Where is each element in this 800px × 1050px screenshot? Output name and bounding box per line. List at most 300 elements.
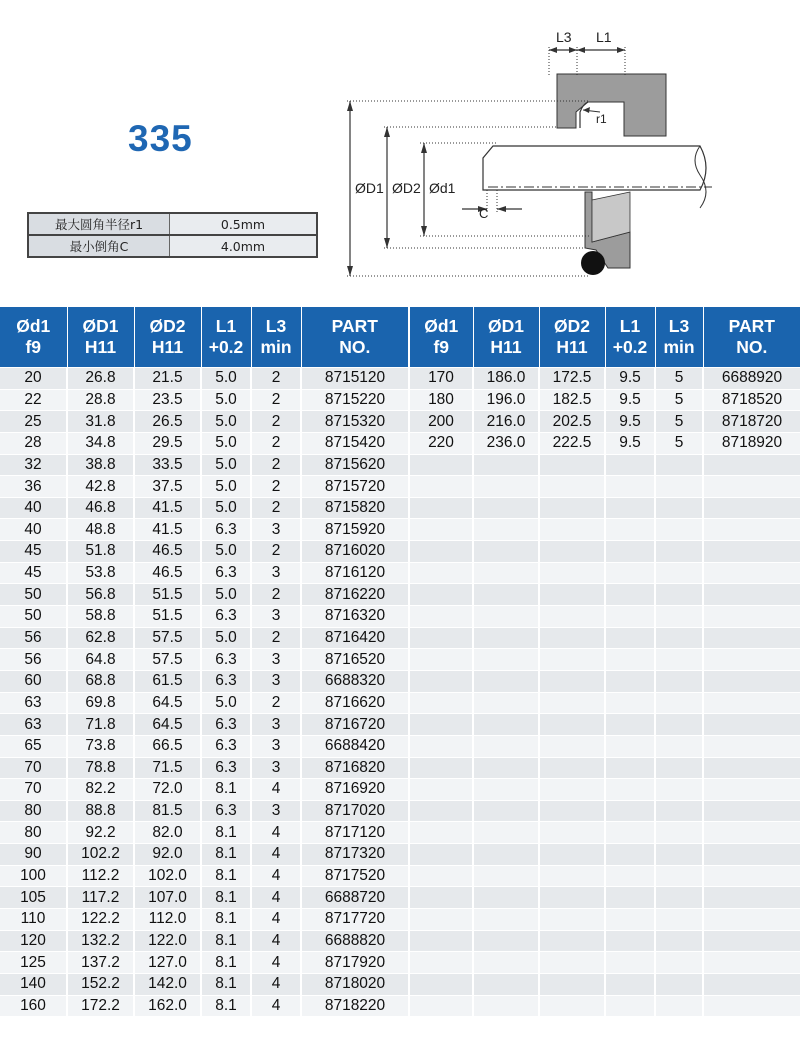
- table-cell: 5.0: [201, 692, 251, 714]
- table-cell: [539, 714, 605, 736]
- table-cell: [410, 844, 473, 866]
- table-cell: [605, 779, 655, 801]
- table-cell: [539, 670, 605, 692]
- table-cell: 2: [251, 454, 301, 476]
- column-header: [251, 307, 301, 368]
- table-cell: 4: [251, 995, 301, 1016]
- table-cell: [473, 497, 539, 519]
- table-cell: 37.5: [134, 476, 201, 498]
- spec-value: 0.5mm: [170, 213, 318, 235]
- label-D2: ØD2: [392, 180, 421, 196]
- table-cell: [655, 497, 703, 519]
- table-cell: [539, 519, 605, 541]
- table-cell: 8718020: [301, 973, 408, 995]
- table-row: [410, 670, 800, 692]
- table-cell: 9.5: [605, 389, 655, 411]
- table-cell: 50: [0, 606, 67, 628]
- table-cell: 8715820: [301, 497, 408, 519]
- table-cell: [473, 454, 539, 476]
- table-cell: 4: [251, 822, 301, 844]
- table-cell: [703, 670, 800, 692]
- table-cell: [473, 887, 539, 909]
- table-cell: 102.0: [134, 865, 201, 887]
- table-cell: [410, 541, 473, 563]
- table-cell: [539, 800, 605, 822]
- table-row: [410, 649, 800, 671]
- table-cell: 88.8: [67, 800, 134, 822]
- table-cell: [473, 627, 539, 649]
- table-cell: [703, 476, 800, 498]
- table-row: [0, 865, 408, 887]
- table-row: [410, 476, 800, 498]
- table-cell: 122.0: [134, 930, 201, 952]
- table-cell: 142.0: [134, 973, 201, 995]
- table-cell: [473, 822, 539, 844]
- table-cell: [539, 606, 605, 628]
- label-l3: L3: [556, 29, 572, 45]
- table-cell: [703, 822, 800, 844]
- table-cell: 38.8: [67, 454, 134, 476]
- table-cell: [410, 735, 473, 757]
- table-cell: 2: [251, 497, 301, 519]
- table-cell: [605, 584, 655, 606]
- table-cell: 3: [251, 735, 301, 757]
- table-cell: [703, 887, 800, 909]
- table-cell: [703, 973, 800, 995]
- table-cell: [703, 995, 800, 1016]
- table-cell: [410, 562, 473, 584]
- table-cell: [703, 757, 800, 779]
- table-cell: 5.0: [201, 497, 251, 519]
- table-cell: [655, 627, 703, 649]
- table-row: [0, 368, 408, 390]
- column-header-line: L1: [215, 316, 237, 336]
- table-row: [410, 454, 800, 476]
- table-cell: 2: [251, 389, 301, 411]
- table-cell: 9.5: [605, 432, 655, 454]
- table-cell: 8717320: [301, 844, 408, 866]
- table-cell: 8715720: [301, 476, 408, 498]
- table-cell: 8.1: [201, 865, 251, 887]
- label-l1: L1: [596, 29, 612, 45]
- table-cell: 68.8: [67, 670, 134, 692]
- table-row: [0, 930, 408, 952]
- table-cell: 122.2: [67, 909, 134, 931]
- table-cell: 63: [0, 692, 67, 714]
- table-row: [410, 714, 800, 736]
- table-cell: 4: [251, 844, 301, 866]
- header-row: [410, 307, 800, 368]
- table-cell: 92.0: [134, 844, 201, 866]
- table-cell: 5.0: [201, 389, 251, 411]
- table-row: [410, 389, 800, 411]
- table-cell: 69.8: [67, 692, 134, 714]
- table-row: [410, 497, 800, 519]
- table-cell: [605, 973, 655, 995]
- table-cell: 6.3: [201, 800, 251, 822]
- table-cell: [703, 562, 800, 584]
- table-cell: [473, 995, 539, 1016]
- table-cell: [473, 930, 539, 952]
- table-cell: [703, 714, 800, 736]
- table-cell: [605, 476, 655, 498]
- table-cell: [703, 497, 800, 519]
- table-cell: 32: [0, 454, 67, 476]
- table-cell: 41.5: [134, 497, 201, 519]
- table-cell: 64.5: [134, 714, 201, 736]
- table-cell: 8.1: [201, 887, 251, 909]
- table-cell: 196.0: [473, 389, 539, 411]
- table-cell: [655, 973, 703, 995]
- table-cell: [539, 952, 605, 974]
- table-cell: 216.0: [473, 411, 539, 433]
- table-cell: [605, 735, 655, 757]
- table-row: [0, 735, 408, 757]
- column-header-line: PART: [331, 316, 378, 336]
- table-cell: [539, 779, 605, 801]
- table-cell: [410, 584, 473, 606]
- table-cell: 3: [251, 800, 301, 822]
- table-cell: [703, 844, 800, 866]
- table-row: [0, 779, 408, 801]
- spec-value: 4.0mm: [170, 235, 318, 257]
- table-cell: [473, 714, 539, 736]
- table-cell: [410, 606, 473, 628]
- table-cell: 81.5: [134, 800, 201, 822]
- table-cell: 4: [251, 973, 301, 995]
- table-cell: 5.0: [201, 368, 251, 390]
- table-cell: [605, 497, 655, 519]
- seal-diagram: [335, 22, 725, 287]
- table-cell: 172.2: [67, 995, 134, 1016]
- table-cell: 4: [251, 909, 301, 931]
- table-cell: [410, 519, 473, 541]
- table-cell: [473, 541, 539, 563]
- table-cell: 140: [0, 973, 67, 995]
- table-cell: [473, 779, 539, 801]
- column-header-line: L3: [265, 316, 287, 336]
- table-cell: 60: [0, 670, 67, 692]
- table-cell: [539, 757, 605, 779]
- table-row: [0, 757, 408, 779]
- table-cell: 8715120: [301, 368, 408, 390]
- table-row: [410, 519, 800, 541]
- table-cell: 5.0: [201, 541, 251, 563]
- table-cell: 172.5: [539, 368, 605, 390]
- table-cell: 36: [0, 476, 67, 498]
- table-row: [410, 584, 800, 606]
- table-cell: 65: [0, 735, 67, 757]
- table-cell: 3: [251, 649, 301, 671]
- table-cell: [703, 584, 800, 606]
- table-cell: 9.5: [605, 411, 655, 433]
- table-cell: 105: [0, 887, 67, 909]
- column-header-line: L1: [619, 316, 641, 336]
- label-d1: Ød1: [429, 180, 456, 196]
- column-header-line: NO.: [736, 337, 768, 357]
- table-cell: [655, 735, 703, 757]
- table-cell: [703, 454, 800, 476]
- column-header: [703, 307, 800, 368]
- table-cell: 40: [0, 497, 67, 519]
- table-cell: [703, 541, 800, 563]
- table-cell: [473, 476, 539, 498]
- table-cell: [655, 692, 703, 714]
- table-cell: [539, 887, 605, 909]
- table-cell: 8715920: [301, 519, 408, 541]
- table-cell: [410, 779, 473, 801]
- table-cell: 64.8: [67, 649, 134, 671]
- table-cell: [539, 584, 605, 606]
- table-cell: 6688420: [301, 735, 408, 757]
- table-cell: [473, 844, 539, 866]
- column-header-line: H11: [151, 337, 184, 357]
- table-cell: 51.5: [134, 584, 201, 606]
- table-cell: 182.5: [539, 389, 605, 411]
- table-cell: [655, 822, 703, 844]
- table-cell: [605, 995, 655, 1016]
- table-cell: 152.2: [67, 973, 134, 995]
- table-cell: [473, 649, 539, 671]
- table-row: [410, 411, 800, 433]
- table-row: [0, 822, 408, 844]
- table-cell: 4: [251, 779, 301, 801]
- table-cell: 8715420: [301, 432, 408, 454]
- table-cell: [539, 497, 605, 519]
- table-cell: 8.1: [201, 930, 251, 952]
- table-row: [0, 606, 408, 628]
- table-row: [410, 930, 800, 952]
- column-header: [134, 307, 201, 368]
- table-row: [0, 649, 408, 671]
- column-header: [473, 307, 539, 368]
- table-cell: 6688720: [301, 887, 408, 909]
- table-cell: 4: [251, 865, 301, 887]
- table-cell: 82.2: [67, 779, 134, 801]
- table-cell: 6.3: [201, 714, 251, 736]
- table-cell: [703, 779, 800, 801]
- table-row: [410, 952, 800, 974]
- table-row: [0, 497, 408, 519]
- table-cell: 42.8: [67, 476, 134, 498]
- table-row: [410, 844, 800, 866]
- table-cell: 28: [0, 432, 67, 454]
- table-cell: [410, 454, 473, 476]
- table-cell: 102.2: [67, 844, 134, 866]
- column-header-line: PART: [728, 316, 775, 336]
- table-cell: [703, 519, 800, 541]
- table-cell: 51.8: [67, 541, 134, 563]
- table-cell: [605, 627, 655, 649]
- table-cell: 3: [251, 670, 301, 692]
- table-cell: [410, 476, 473, 498]
- spec-label: 最小倒角C: [28, 235, 170, 257]
- table-cell: 5.0: [201, 584, 251, 606]
- table-cell: 2: [251, 627, 301, 649]
- table-row: [0, 454, 408, 476]
- table-cell: [605, 541, 655, 563]
- table-row: [410, 887, 800, 909]
- housing-shape: [557, 74, 666, 136]
- table-cell: 8716320: [301, 606, 408, 628]
- table-cell: [539, 541, 605, 563]
- table-cell: 8716020: [301, 541, 408, 563]
- table-row: [410, 606, 800, 628]
- table-body: [410, 368, 800, 1017]
- table-cell: [703, 606, 800, 628]
- table-cell: 162.0: [134, 995, 201, 1016]
- table-row: [410, 735, 800, 757]
- table-cell: [605, 692, 655, 714]
- table-cell: 8716620: [301, 692, 408, 714]
- table-cell: 6.3: [201, 735, 251, 757]
- table-row: [0, 800, 408, 822]
- table-cell: [539, 735, 605, 757]
- table-cell: [410, 800, 473, 822]
- column-header-line: min: [260, 337, 292, 357]
- table-cell: 80: [0, 800, 67, 822]
- table-cell: [655, 909, 703, 931]
- table-cell: 5: [655, 411, 703, 433]
- spec-label: 最大圆角半径r1: [28, 213, 170, 235]
- table-cell: 8718920: [703, 432, 800, 454]
- table-row: [0, 562, 408, 584]
- label-c: C: [479, 206, 489, 221]
- table-cell: 21.5: [134, 368, 201, 390]
- table-cell: [410, 930, 473, 952]
- table-cell: 8.1: [201, 822, 251, 844]
- table-cell: [605, 562, 655, 584]
- table-cell: 8717520: [301, 865, 408, 887]
- table-cell: [473, 952, 539, 974]
- table-cell: [605, 844, 655, 866]
- table-cell: [539, 649, 605, 671]
- table-cell: 8.1: [201, 995, 251, 1016]
- table-cell: [410, 670, 473, 692]
- table-cell: [473, 562, 539, 584]
- table-row: [410, 865, 800, 887]
- table-cell: [473, 606, 539, 628]
- table-cell: [539, 822, 605, 844]
- table-cell: [473, 865, 539, 887]
- table-cell: [655, 952, 703, 974]
- column-header-line: +0.2: [208, 337, 244, 357]
- table-cell: [605, 822, 655, 844]
- table-row: [410, 973, 800, 995]
- table-cell: [605, 865, 655, 887]
- table-cell: [473, 692, 539, 714]
- column-header: [67, 307, 134, 368]
- table-cell: [605, 952, 655, 974]
- table-cell: 132.2: [67, 930, 134, 952]
- table-cell: 5: [655, 368, 703, 390]
- table-cell: [655, 562, 703, 584]
- table-cell: 8716720: [301, 714, 408, 736]
- table-cell: 2: [251, 368, 301, 390]
- table-row: [410, 627, 800, 649]
- column-header: [539, 307, 605, 368]
- table-cell: 170: [410, 368, 473, 390]
- table-cell: 112.2: [67, 865, 134, 887]
- table-cell: 127.0: [134, 952, 201, 974]
- table-row: [0, 411, 408, 433]
- table-cell: 46.5: [134, 541, 201, 563]
- table-cell: 8718520: [703, 389, 800, 411]
- table-cell: 64.5: [134, 692, 201, 714]
- column-header: [301, 307, 408, 368]
- table-row: [410, 692, 800, 714]
- table-cell: [655, 779, 703, 801]
- table-cell: 6.3: [201, 757, 251, 779]
- table-cell: 57.5: [134, 627, 201, 649]
- table-row: [0, 432, 408, 454]
- table-cell: 6688920: [703, 368, 800, 390]
- table-cell: [473, 519, 539, 541]
- table-cell: 71.5: [134, 757, 201, 779]
- table-cell: 4: [251, 952, 301, 974]
- table-cell: 3: [251, 562, 301, 584]
- table-cell: [539, 844, 605, 866]
- dimension-table-left: [0, 307, 408, 1016]
- column-header-line: +0.2: [612, 337, 648, 357]
- dimension-table-right: [410, 307, 800, 1016]
- table-cell: 31.8: [67, 411, 134, 433]
- column-header-line: Ød1: [424, 316, 459, 336]
- table-cell: 78.8: [67, 757, 134, 779]
- table-cell: 160: [0, 995, 67, 1016]
- table-cell: [473, 973, 539, 995]
- table-cell: [473, 735, 539, 757]
- table-cell: [605, 930, 655, 952]
- table-cell: [410, 497, 473, 519]
- table-cell: [605, 757, 655, 779]
- table-cell: 107.0: [134, 887, 201, 909]
- table-cell: 8716820: [301, 757, 408, 779]
- table-cell: [410, 757, 473, 779]
- table-cell: 5.0: [201, 454, 251, 476]
- label-r1: r1: [596, 112, 607, 126]
- table-cell: 22: [0, 389, 67, 411]
- table-cell: [539, 930, 605, 952]
- column-header-line: ØD1: [82, 316, 119, 336]
- table-cell: 70: [0, 757, 67, 779]
- table-cell: 92.2: [67, 822, 134, 844]
- table-cell: [539, 454, 605, 476]
- column-header-line: f9: [433, 337, 450, 357]
- table-row: [0, 692, 408, 714]
- table-cell: [473, 800, 539, 822]
- table-cell: 3: [251, 519, 301, 541]
- column-header-line: NO.: [339, 337, 371, 357]
- table-cell: 33.5: [134, 454, 201, 476]
- table-cell: 58.8: [67, 606, 134, 628]
- table-cell: 8715620: [301, 454, 408, 476]
- spec-row: [28, 213, 317, 235]
- table-cell: [539, 627, 605, 649]
- table-cell: [655, 995, 703, 1016]
- table-cell: 222.5: [539, 432, 605, 454]
- table-cell: [655, 476, 703, 498]
- table-row: [0, 973, 408, 995]
- table-cell: [473, 757, 539, 779]
- table-cell: 8715220: [301, 389, 408, 411]
- table-cell: [605, 606, 655, 628]
- table-cell: [703, 692, 800, 714]
- table-row: [410, 432, 800, 454]
- table-cell: [539, 476, 605, 498]
- table-cell: 2: [251, 476, 301, 498]
- column-header: [605, 307, 655, 368]
